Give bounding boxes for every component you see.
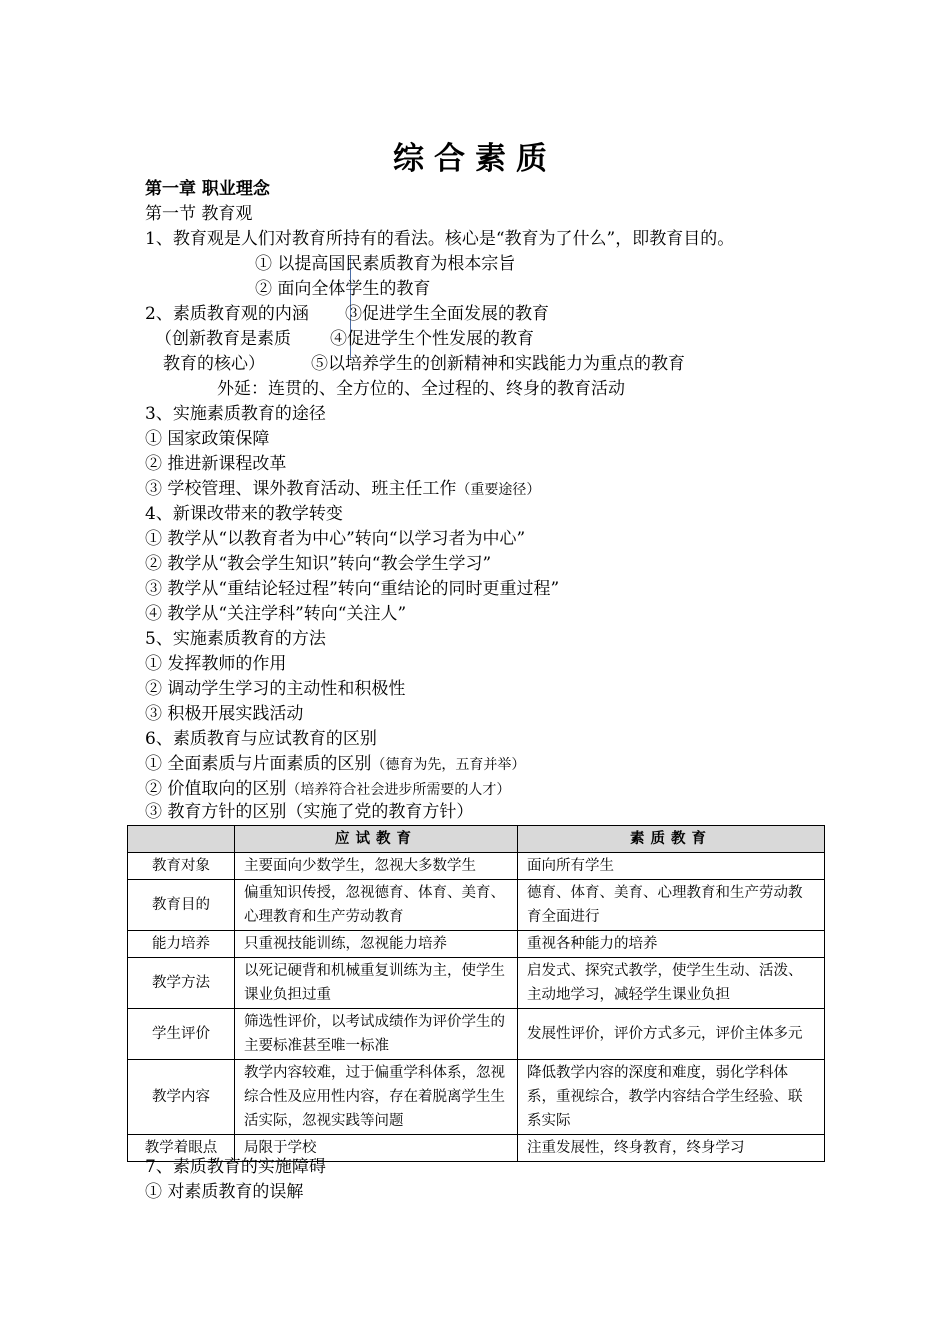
list-item: [145, 752, 525, 777]
paragraph-2-heading: 2、素质教育观的内涵: [145, 304, 309, 324]
list-item: ④ 教学从“关注学科”转向“关注人”: [145, 604, 407, 624]
list-item-note: （重要途径）: [456, 482, 541, 498]
connotation-note-2: 教育的核心）: [163, 354, 265, 374]
list-item-text: ① 全面素质与片面素质的区别: [145, 754, 372, 774]
paragraph-5-heading: 5、实施素质教育的方法: [145, 629, 326, 649]
list-item: ① 教学从“以教育者为中心”转向“以学习者为中心”: [145, 529, 526, 549]
table-row: [128, 853, 825, 880]
list-item: ① 发挥教师的作用: [145, 654, 287, 674]
list-item: [145, 477, 540, 502]
list-item-note: （德育为先，五育并举）: [371, 757, 526, 773]
list-item: [145, 777, 510, 802]
table-row: [128, 1009, 825, 1060]
paragraph-7-heading: 7、素质教育的实施障碍: [145, 1157, 326, 1177]
row-label: 学生评价: [128, 1009, 235, 1060]
table-header-cell: 应试教育: [235, 826, 518, 853]
table-cell: 启发式、探究式教学，使学生生动、活泼、主动地学习，减轻学生课业负担: [518, 958, 825, 1009]
row-label: 能力培养: [128, 931, 235, 958]
table-cell: 教学内容较难，过于偏重学科体系，忽视综合性及应用性内容，存在着脱离学生生活实际，忽视实践等问题: [235, 1060, 518, 1135]
table-cell: 注重发展性，终身教育，终身学习: [518, 1135, 825, 1162]
list-item-note: （培养符合社会进步所需要的人才）: [286, 782, 511, 798]
table-cell: 重视各种能力的培养: [518, 931, 825, 958]
row-label: 教学着眼点: [128, 1135, 235, 1162]
page-title: 综合素质: [393, 141, 557, 177]
paragraph-1: 1、教育观是人们对教育所持有的看法。核心是“教育为了什么”，即教育目的。: [145, 229, 735, 249]
table-header-cell: 素质教育: [518, 826, 825, 853]
extension-line: 外延：连贯的、全方位的、全过程的、终身的教育活动: [217, 379, 625, 399]
list-item: ① 对素质教育的误解: [145, 1182, 304, 1202]
connotation-item-5: ⑤以培养学生的创新精神和实践能力为重点的教育: [311, 354, 685, 374]
table-cell: 只重视技能训练，忽视能力培养: [235, 931, 518, 958]
table-cell: 德育、体育、美育、心理教育和生产劳动教育全面进行: [518, 880, 825, 931]
comparison-table: [127, 825, 825, 1162]
table-header-cell: [128, 826, 235, 853]
list-item-text: ③ 学校管理、课外教育活动、班主任工作: [145, 479, 457, 499]
connotation-item-2: ② 面向全体学生的教育: [255, 279, 431, 299]
list-item-text: ② 价值取向的区别: [145, 779, 287, 799]
row-label: 教育对象: [128, 853, 235, 880]
list-item: ① 国家政策保障: [145, 429, 270, 449]
list-item: ③ 教育方针的区别（实施了党的教育方针）: [145, 802, 474, 822]
table-cell: 筛选性评价，以考试成绩作为评价学生的主要标准甚至唯一标准: [235, 1009, 518, 1060]
list-item: ③ 教学从“重结论轻过程”转向“重结论的同时更重过程”: [145, 579, 560, 599]
table-cell: 发展性评价，评价方式多元，评价主体多元: [518, 1009, 825, 1060]
table-cell: 以死记硬背和机械重复训练为主，使学生课业负担过重: [235, 958, 518, 1009]
connotation-item-3: ③促进学生全面发展的教育: [345, 304, 549, 324]
connotation-item-1: ① 以提高国民素质教育为根本宗旨: [255, 254, 516, 274]
table-header-row: [128, 826, 825, 853]
table-row: [128, 880, 825, 931]
table-row: [128, 958, 825, 1009]
table-cell: 局限于学校: [235, 1135, 518, 1162]
paragraph-3-heading: 3、实施素质教育的途径: [145, 404, 326, 424]
paragraph-4-heading: 4、新课改带来的教学转变: [145, 504, 343, 524]
row-label: 教学内容: [128, 1060, 235, 1135]
table-cell: 主要面向少数学生，忽视大多数学生: [235, 853, 518, 880]
row-label: 教育目的: [128, 880, 235, 931]
table-row: [128, 931, 825, 958]
list-item: ② 教学从“教会学生知识”转向“教会学生学习”: [145, 554, 492, 574]
list-item: ③ 积极开展实践活动: [145, 704, 304, 724]
table-row: [128, 1060, 825, 1135]
connotation-note-1: （创新教育是素质: [155, 329, 291, 349]
table-cell: 偏重知识传授，忽视德育、体育、美育、心理教育和生产劳动教育: [235, 880, 518, 931]
row-label: 教学方法: [128, 958, 235, 1009]
section-heading: 第一节 教育观: [145, 204, 253, 224]
table-cell: 面向所有学生: [518, 853, 825, 880]
connotation-item-4: ④促进学生个性发展的教育: [330, 329, 534, 349]
chapter-heading: 第一章 职业理念: [145, 179, 270, 199]
table-cell: 降低教学内容的深度和难度，弱化学科体系，重视综合，教学内容结合学生经验、联系实际: [518, 1060, 825, 1135]
paragraph-6-heading: 6、素质教育与应试教育的区别: [145, 729, 377, 749]
list-item: ② 推进新课程改革: [145, 454, 287, 474]
list-item: ② 调动学生学习的主动性和积极性: [145, 679, 406, 699]
